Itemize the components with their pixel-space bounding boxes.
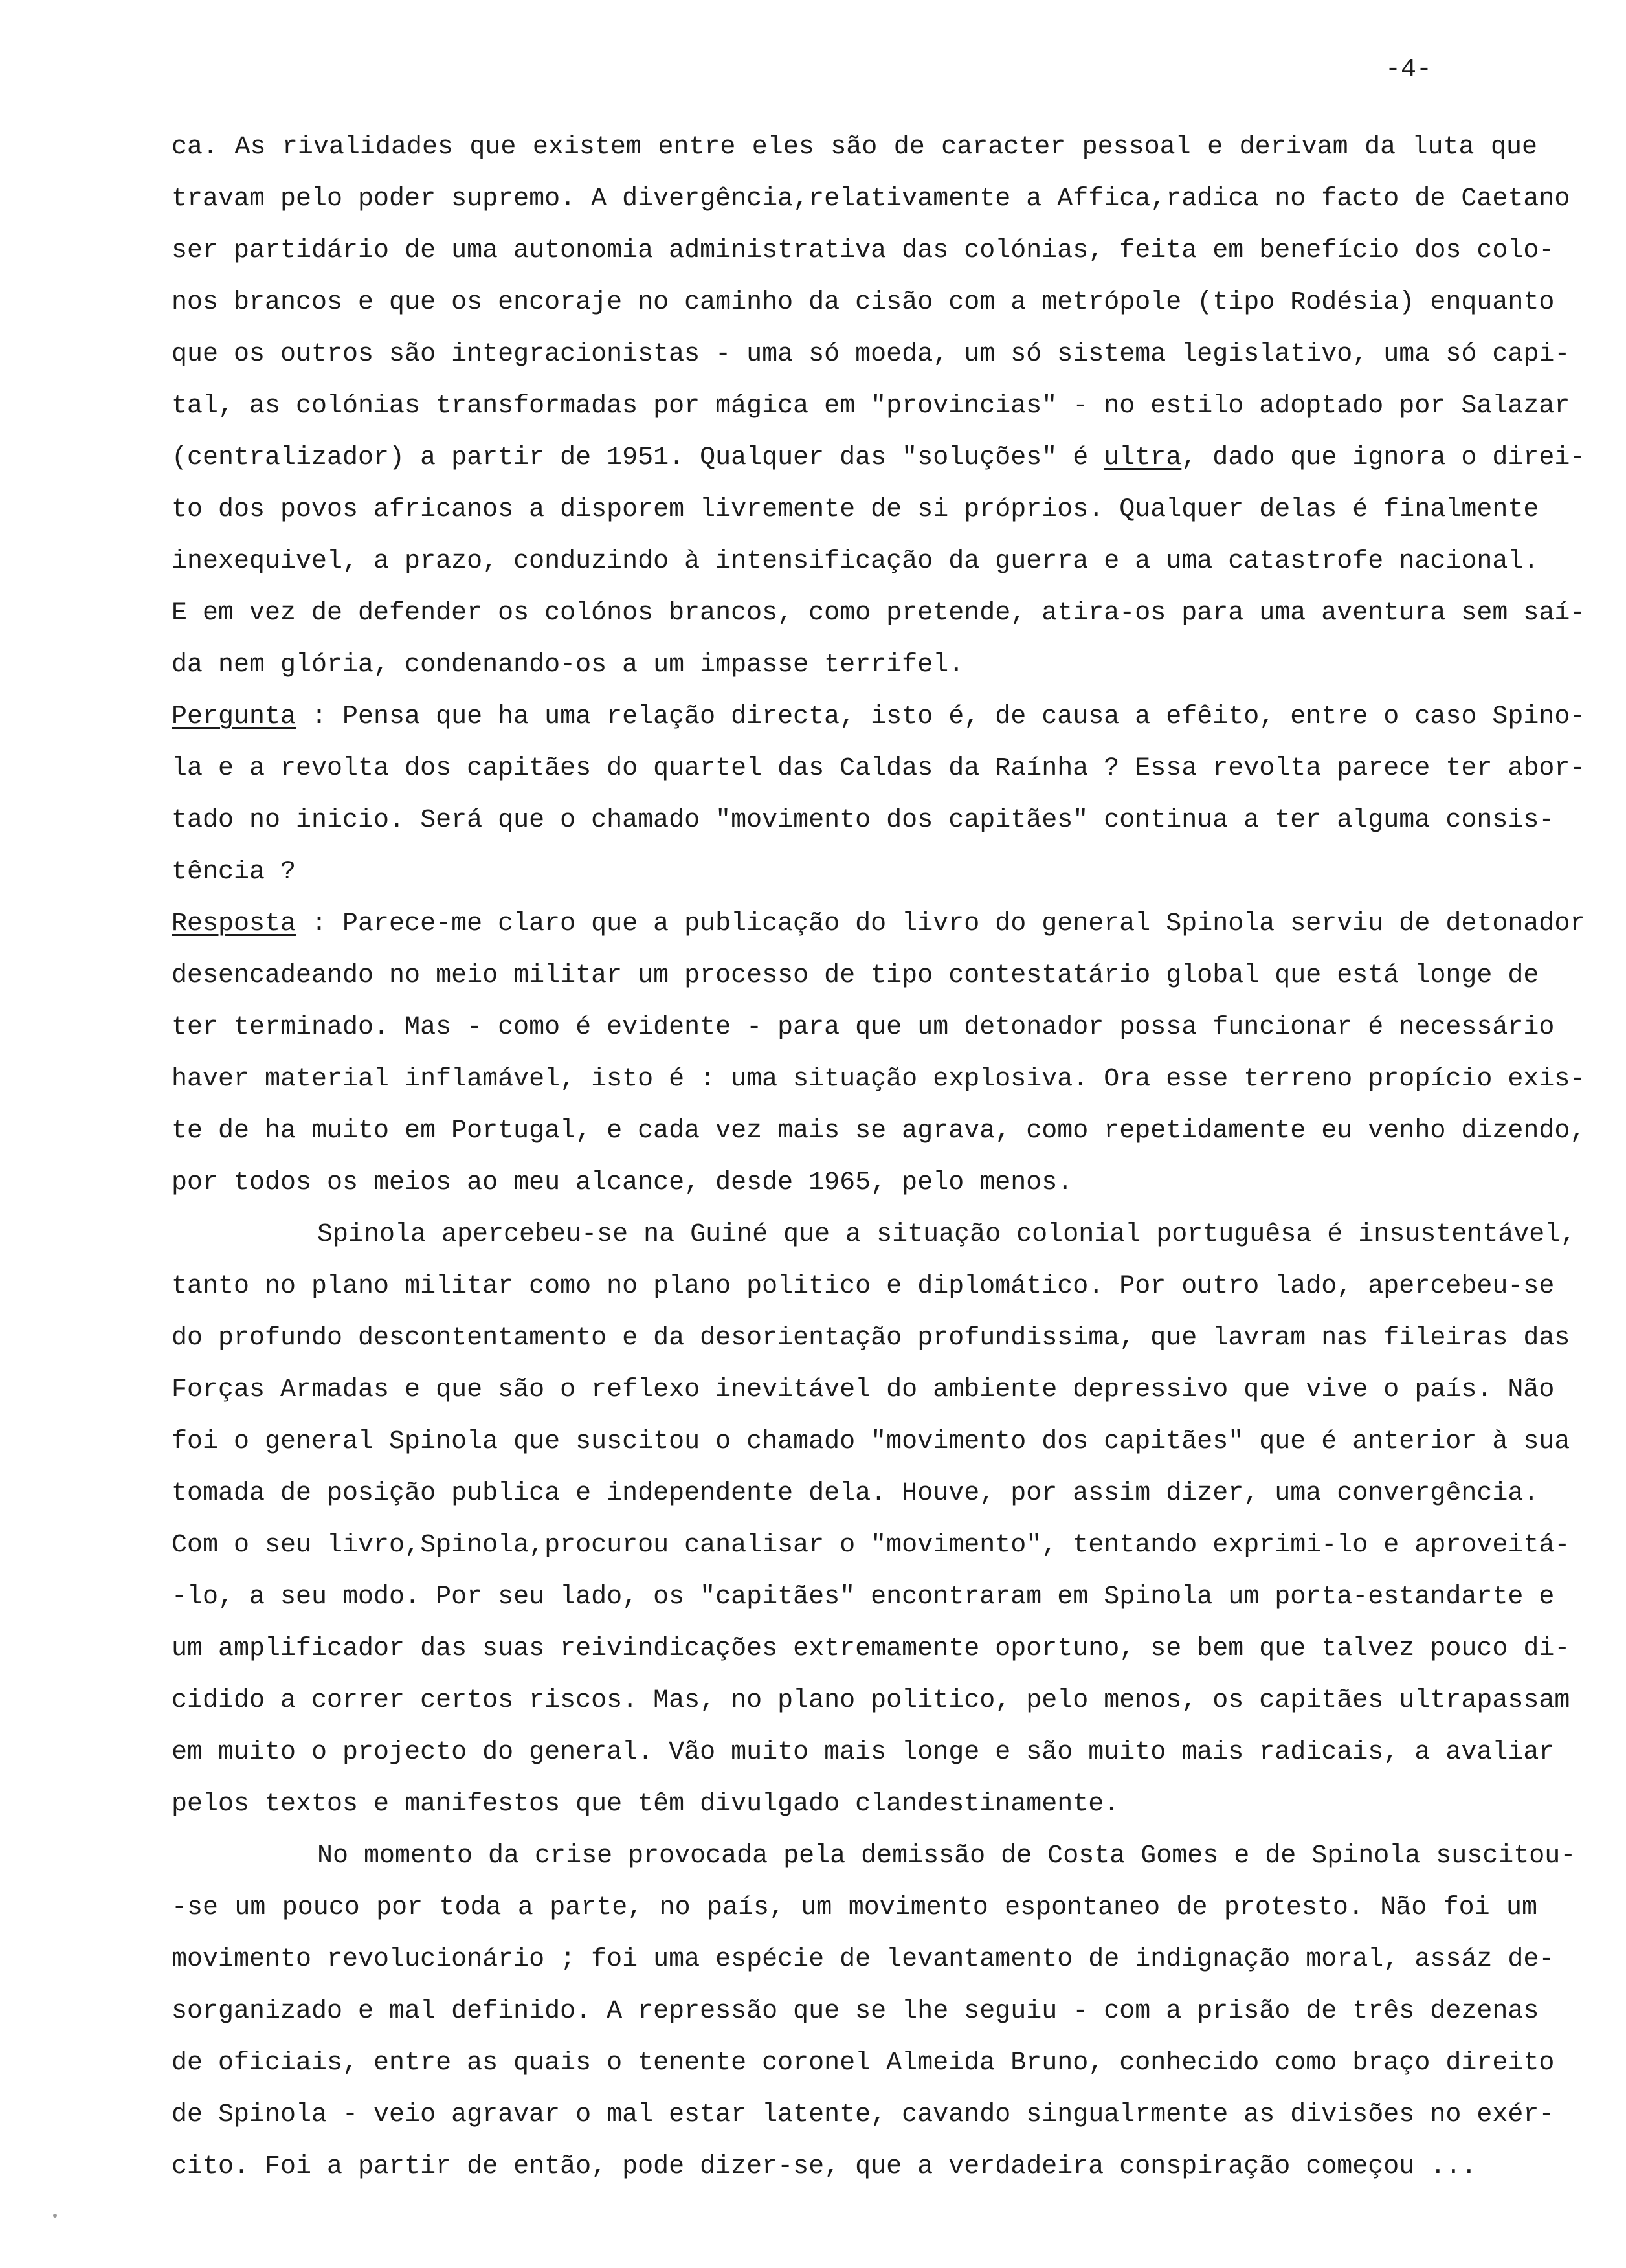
text-line: travam pelo poder supremo. A divergência,relativamente a Affica,radica no facto de Caetano xyxy=(172,184,1570,214)
text-line: tal, as colónias transformadas por mágica em "provincias" - no estilo adoptado por Salazar xyxy=(172,392,1570,421)
question-label: Pergunta xyxy=(172,702,296,731)
text-segment: (centralizador) a partir de 1951. Qualquer das "soluções" é xyxy=(172,443,1089,472)
text-line: Spinola apercebeu-se na Guiné que a situação colonial portuguêsa é insustentável, xyxy=(317,1220,1576,1249)
text-line: tanto no plano militar como no plano politico e diplomático. Por outro lado, apercebeu-se xyxy=(172,1272,1555,1301)
question-line xyxy=(172,691,1586,743)
document-body xyxy=(172,122,1586,2193)
answer-line xyxy=(172,898,1586,950)
page-number: -4- xyxy=(1385,55,1432,84)
text-line: tado no inicio. Será que o chamado "movimento dos capitães" continua a ter alguma consis- xyxy=(172,806,1555,835)
text-line: to dos povos africanos a disporem livremente de si próprios. Qualquer delas é finalmente xyxy=(172,495,1539,524)
text-line: de Spinola - veio agravar o mal estar latente, cavando singualrmente as divisões no exér- xyxy=(172,2100,1555,2129)
text-line: E em vez de defender os colónos brancos, como pretende, atira-os para uma aventura sem saí- xyxy=(172,599,1586,628)
text-line: tomada de posição publica e independente dela. Houve, por assim dizer, uma convergência. xyxy=(172,1479,1539,1508)
text-segment: , dado que ignora o direi- xyxy=(1181,443,1586,472)
text-line: pelos textos e manifestos que têm divulgado clandestinamente. xyxy=(172,1790,1120,1819)
text-line: -se um pouco por toda a parte, no país, um movimento espontaneo de protesto. Não foi um xyxy=(172,1893,1537,1922)
text-line: ser partidário de uma autonomia administrativa das colónias, feita em benefício dos colo- xyxy=(172,236,1555,265)
answer-label: Resposta xyxy=(172,909,296,939)
text-line: cito. Foi a partir de então, pode dizer-se, que a verdadeira conspiração começou ... xyxy=(172,2152,1477,2181)
text-line: de oficiais, entre as quais o tenente coronel Almeida Bruno, conhecido como braço direito xyxy=(172,2049,1555,2078)
text-line: ter terminado. Mas - como é evidente - para que um detonador possa funcionar é necessário xyxy=(172,1013,1555,1042)
text-line: sorganizado e mal definido. A repressão que se lhe seguiu - com a prisão de três dezenas xyxy=(172,1997,1539,2026)
underlined-word: ultra xyxy=(1104,443,1182,472)
text-line: por todos os meios ao meu alcance, desde 1965, pelo menos. xyxy=(172,1168,1073,1197)
text-line: do profundo descontentamento e da desorientação profundissima, que lavram nas fileiras das xyxy=(172,1324,1570,1353)
text-line: cidido a correr certos riscos. Mas, no plano politico, pelo menos, os capitães ultrapassam xyxy=(172,1686,1570,1715)
text-line: inexequivel, a prazo, conduzindo à intensificação da guerra e a uma catastrofe nacional. xyxy=(172,547,1539,576)
text-line: que os outros são integracionistas - uma só moeda, um só sistema legislativo, uma só capi- xyxy=(172,340,1570,369)
text-line: Com o seu livro,Spinola,procurou canalisar o "movimento", tentando exprimi-lo e aproveitá- xyxy=(172,1531,1570,1560)
text-line: foi o general Spinola que suscitou o chamado "movimento dos capitães" que é anterior à sua xyxy=(172,1427,1570,1456)
text-line: -lo, a seu modo. Por seu lado, os "capitães" encontraram em Spinola um porta-estandarte e xyxy=(172,1583,1555,1612)
text-line xyxy=(172,432,1586,484)
text-line: ca. As rivalidades que existem entre eles são de caracter pessoal e derivam da luta que xyxy=(172,133,1537,162)
text-line: haver material inflamável, isto é : uma situação explosiva. Ora esse terreno propício exis- xyxy=(172,1065,1586,1094)
text-line: Forças Armadas e que são o reflexo inevitável do ambiente depressivo que vive o país. Não xyxy=(172,1375,1555,1405)
text-line: em muito o projecto do general. Vão muito mais longe e são muito mais radicais, a avaliar xyxy=(172,1738,1555,1767)
text-line: movimento revolucionário ; foi uma espécie de levantamento de indignação moral, assáz de- xyxy=(172,1945,1555,1974)
text-line: nos brancos e que os encoraje no caminho da cisão com a metrópole (tipo Rodésia) enquanto xyxy=(172,288,1555,317)
scan-speck xyxy=(53,2214,57,2218)
text-segment: : Parece-me claro que a publicação do livro do general Spinola serviu de detonador xyxy=(296,909,1586,939)
text-line: te de ha muito em Portugal, e cada vez mais se agrava, como repetidamente eu venho dizendo, xyxy=(172,1117,1586,1146)
text-line: la e a revolta dos capitães do quartel das Caldas da Raínha ? Essa revolta parece ter abor- xyxy=(172,754,1586,783)
text-line: da nem glória, condenando-os a um impasse terrifel. xyxy=(172,650,964,680)
text-line: tência ? xyxy=(172,858,296,887)
text-line: um amplificador das suas reivindicações extremamente oportuno, se bem que talvez pouco di- xyxy=(172,1634,1570,1663)
text-line: No momento da crise provocada pela demissão de Costa Gomes e de Spinola suscitou- xyxy=(317,1841,1576,1871)
text-line: desencadeando no meio militar um processo de tipo contestatário global que está longe de xyxy=(172,961,1539,990)
text-segment: : Pensa que ha uma relação directa, isto é, de causa a efêito, entre o caso Spino- xyxy=(296,702,1586,731)
